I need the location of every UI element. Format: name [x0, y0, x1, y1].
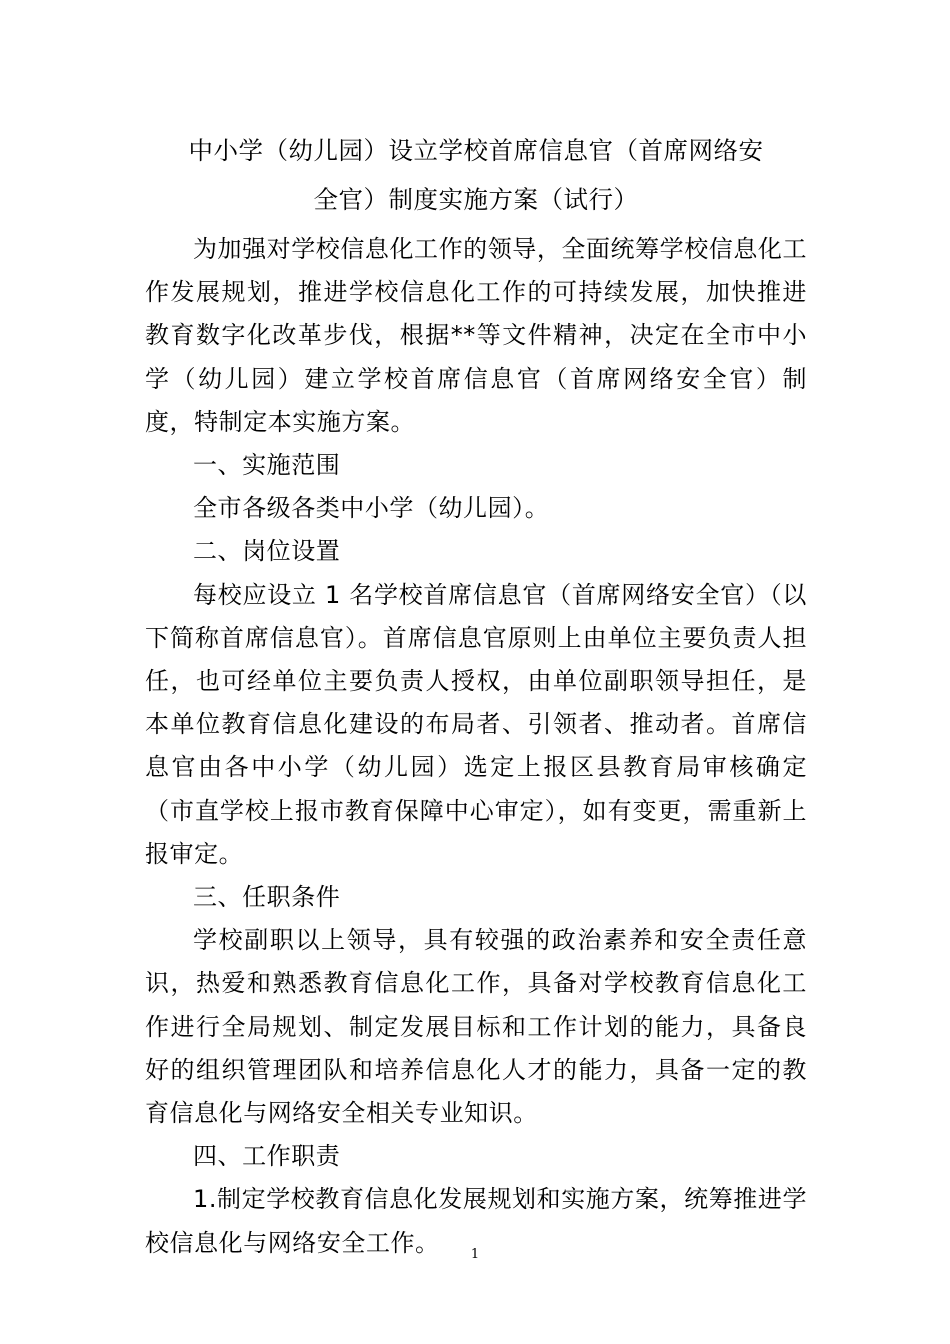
page-number: 1: [470, 1247, 480, 1262]
qualifications-paragraph: 学校副职以上领导，具有较强的政治素养和安全责任意识，热爱和熟悉教育信息化工作，具备对学校教育信息化工作进行全局规划、制定发展目标和工作计划的能力，具备良好的组织管理团队和培养信息化人才的能力，具备一定的教育信息化与网络安全相关专业知识。: [145, 926, 807, 1128]
document-body: [145, 228, 807, 1265]
intro-paragraph: 为加强对学校信息化工作的领导，全面统筹学校信息化工作发展规划，推进学校信息化工作的可持续发展，加快推进教育数字化改革步伐，根据**等文件精神，决定在全市中小学（幼儿园）建立学校首席信息官（首席网络安全官）制度，特制定本实施方案。: [145, 235, 807, 436]
section-heading-scope: 一、实施范围: [193, 451, 341, 480]
position-paragraph: 每校应设立 1 名学校首席信息官（首席网络安全官）（以下简称首席信息官）。首席信息官原则上由单位主要负责人担任，也可经单位主要负责人授权，由单位副职领导担任，是本单位教育信息化建设的布局者、引领者、推动者。首席信息官由各中小学（幼儿园）选定上报区县教育局审核确定（市直学校上报市教育保障中心审定），如有变更，需重新上报审定。: [145, 580, 807, 868]
document-title-line-2: 全官）制度实施方案（试行）: [313, 185, 639, 214]
section-heading-qualifications: 三、任职条件: [193, 883, 341, 912]
section-heading-position: 二、岗位设置: [193, 537, 341, 566]
duty-item-1: 1.制定学校教育信息化发展规划和实施方案，统筹推进学校信息化与网络安全工作。: [145, 1185, 807, 1257]
scope-paragraph: 全市各级各类中小学（幼儿园）。: [193, 494, 550, 523]
document-title-line-1: 中小学（幼儿园）设立学校首席信息官（首席网络安: [188, 136, 764, 165]
section-heading-duties: 四、工作职责: [193, 1142, 341, 1171]
